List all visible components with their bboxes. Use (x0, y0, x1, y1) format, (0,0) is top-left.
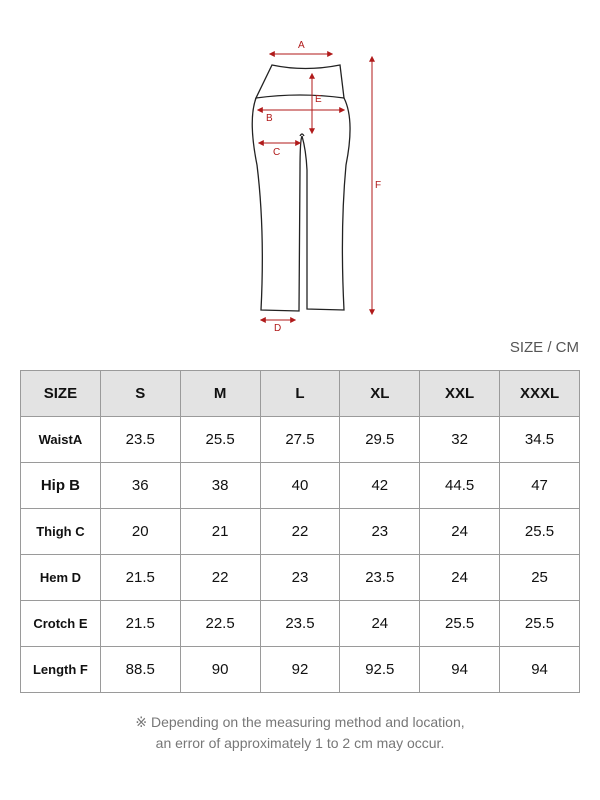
table-cell: 44.5 (420, 463, 500, 509)
measure-d-line (261, 320, 295, 334)
table-cell: 23.5 (260, 601, 340, 647)
row-label: WaistA (21, 417, 101, 463)
table-row (21, 509, 580, 555)
table-cell: 94 (420, 647, 500, 693)
table-cell: 22.5 (180, 601, 260, 647)
measure-e-label: E (315, 94, 322, 105)
table-cell: 21.5 (100, 555, 180, 601)
table-header-row (21, 371, 580, 417)
measure-a-line (270, 40, 332, 54)
header-size: SIZE (21, 371, 101, 417)
table-cell: 25.5 (500, 509, 580, 555)
table-cell: 23 (260, 555, 340, 601)
pants-measurement-diagram (0, 0, 600, 340)
table-row (21, 601, 580, 647)
table-cell: 22 (180, 555, 260, 601)
table-cell: 25.5 (500, 601, 580, 647)
table-cell: 36 (100, 463, 180, 509)
measure-b-label: B (266, 113, 273, 124)
table-cell: 92 (260, 647, 340, 693)
measure-c-line (259, 143, 300, 158)
row-label: Length F (21, 647, 101, 693)
table-row (21, 555, 580, 601)
table-cell: 29.5 (340, 417, 420, 463)
table-cell: 21.5 (100, 601, 180, 647)
pants-outline-icon (252, 65, 350, 311)
measurement-note (0, 712, 600, 754)
measure-b-line (258, 110, 344, 124)
table-cell: 23.5 (100, 417, 180, 463)
table-cell: 24 (340, 601, 420, 647)
table-cell: 23 (340, 509, 420, 555)
header-l: L (260, 371, 340, 417)
table-row (21, 417, 580, 463)
table-cell: 32 (420, 417, 500, 463)
table-row (21, 647, 580, 693)
table-cell: 47 (500, 463, 580, 509)
table-cell: 20 (100, 509, 180, 555)
measure-e-line (312, 74, 322, 133)
table-cell: 24 (420, 509, 500, 555)
header-xxxl: XXXL (500, 371, 580, 417)
measure-f-label: F (375, 180, 382, 191)
header-xl: XL (340, 371, 420, 417)
table-row (21, 463, 580, 509)
header-xxl: XXL (420, 371, 500, 417)
table-cell: 25 (500, 555, 580, 601)
measure-d-label: D (274, 323, 282, 334)
row-label: Hem D (21, 555, 101, 601)
row-label: Thigh C (21, 509, 101, 555)
table-cell: 42 (340, 463, 420, 509)
measure-a-label: A (298, 40, 305, 51)
row-label: Crotch E (21, 601, 101, 647)
unit-label: SIZE / CM (509, 339, 579, 356)
table-cell: 25.5 (180, 417, 260, 463)
size-chart-table (20, 370, 580, 693)
measure-c-label: C (273, 147, 281, 158)
table-cell: 88.5 (100, 647, 180, 693)
header-s: S (100, 371, 180, 417)
table-cell: 22 (260, 509, 340, 555)
note-line-2: an error of approximately 1 to 2 cm may occur. (155, 735, 445, 751)
table-cell: 25.5 (420, 601, 500, 647)
table-cell: 23.5 (340, 555, 420, 601)
table-cell: 34.5 (500, 417, 580, 463)
table-cell: 90 (180, 647, 260, 693)
measure-f-line (372, 57, 381, 314)
row-label: Hip B (21, 463, 101, 509)
table-cell: 27.5 (260, 417, 340, 463)
note-line-1: ※ Depending on the measuring method and location, (135, 714, 465, 730)
table-cell: 94 (500, 647, 580, 693)
table-cell: 92.5 (340, 647, 420, 693)
table-cell: 38 (180, 463, 260, 509)
header-m: M (180, 371, 260, 417)
table-cell: 24 (420, 555, 500, 601)
table-cell: 21 (180, 509, 260, 555)
table-cell: 40 (260, 463, 340, 509)
